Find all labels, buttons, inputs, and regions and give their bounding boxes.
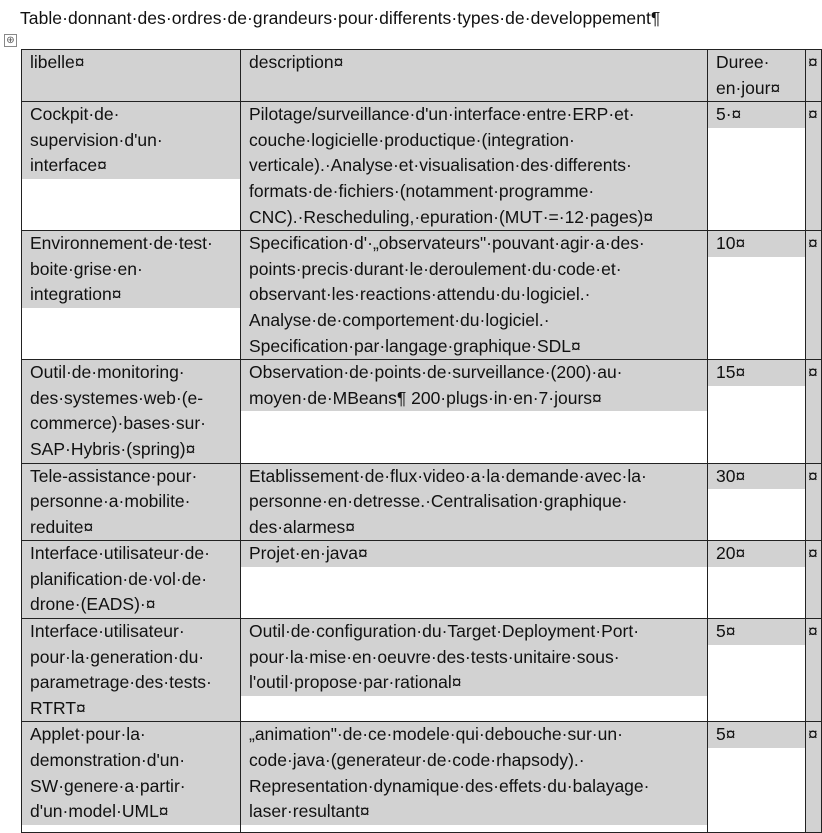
cell-duree[interactable]	[708, 231, 806, 360]
cell-description[interactable]	[241, 463, 708, 541]
cell-extra-text: ¤	[808, 543, 818, 564]
cell-duree[interactable]	[708, 102, 806, 231]
cell-description[interactable]	[241, 360, 708, 463]
header-description[interactable]	[241, 50, 708, 102]
cell-description-text: Pilotage/surveillance·d'un·interface·entre·ERP·et· couche·logicielle·productique·(integration· verticale).·Analyse·et·visualisation·des·differents· formats·de·fichiers·(notamment·programme· CNC).·Rescheduling,·epuration·(MUT·=·12·pages)¤	[241, 102, 707, 230]
cell-extra-text: ¤	[808, 104, 818, 125]
cell-libelle-text: Environnement·de·test· boite·grise·en· integration¤	[22, 231, 240, 308]
cell-extra-text: ¤	[808, 233, 818, 254]
cell-extra[interactable]	[806, 722, 822, 833]
header-extra-text: ¤	[808, 52, 818, 72]
cell-extra[interactable]	[806, 102, 822, 231]
cell-duree[interactable]	[708, 360, 806, 463]
cell-extra-text: ¤	[808, 362, 818, 383]
table-row	[22, 541, 822, 619]
cell-libelle[interactable]	[22, 360, 241, 463]
cell-libelle[interactable]	[22, 722, 241, 833]
cell-duree[interactable]	[708, 619, 806, 722]
cell-description-text: Projet·en·java¤	[241, 541, 707, 567]
header-extra[interactable]	[806, 50, 822, 102]
cell-libelle-text: Tele-assistance·pour· personne·a·mobilite· reduite¤	[22, 464, 240, 541]
header-description-text: description¤	[249, 52, 344, 72]
cell-description-text: Outil·de·configuration·du·Target·Deployment·Port· pour·la·mise·en·oeuvre·des·tests·unitaire·sous· l'outil·propose·par·rational¤	[241, 619, 707, 696]
cell-description-text: Etablissement·de·flux·video·a·la·demande·avec·la· personne·en·detresse.·Centralisation·graphique· des·alarmes¤	[241, 464, 707, 541]
table-row	[22, 231, 822, 360]
header-libelle[interactable]	[22, 50, 241, 102]
cell-libelle-text: Interface·utilisateur· pour·la·generation·du· parametrage·des·tests· RTRT¤	[22, 619, 240, 721]
cell-duree-text: 30¤	[708, 464, 805, 490]
cell-libelle[interactable]	[22, 619, 241, 722]
cell-extra[interactable]	[806, 231, 822, 360]
header-duree[interactable]	[708, 50, 806, 102]
cell-libelle[interactable]	[22, 102, 241, 231]
cell-description-text: Specification·d'·„observateurs"·pouvant·agir·a·des· points·precis·durant·le·deroulement·du·code·et· observant·les·reactions·attendu·du·logiciel.· Analyse·de·comportement·du·logiciel.· Specification·par·langage·graphique·SDL¤	[241, 231, 707, 359]
table-row	[22, 102, 822, 231]
table-row	[22, 463, 822, 541]
cell-extra[interactable]	[806, 619, 822, 722]
cell-duree[interactable]	[708, 541, 806, 619]
table-header-row	[22, 50, 822, 102]
cell-duree-text: 5¤	[708, 722, 805, 748]
cell-libelle[interactable]	[22, 463, 241, 541]
cell-libelle[interactable]	[22, 231, 241, 360]
cell-duree[interactable]	[708, 463, 806, 541]
cell-description[interactable]	[241, 722, 708, 833]
header-duree-text: Duree· en·jour¤	[716, 52, 781, 98]
cell-duree[interactable]	[708, 722, 806, 833]
cell-duree-text: 15¤	[708, 360, 805, 386]
cell-libelle-text: Applet·pour·la· demonstration·d'un· SW·genere·a·partir· d'un·model·UML¤	[22, 722, 240, 824]
table-row	[22, 619, 822, 722]
table-move-handle-icon[interactable]: ⊕	[4, 34, 17, 47]
cell-description-text: „animation"·de·ce·modele·qui·debouche·sur·un· code·java·(generateur·de·code·rhapsody).· Representation·dynamique·des·effets·du·balayage· laser·resultant¤	[241, 722, 707, 824]
cell-extra-text: ¤	[808, 724, 818, 745]
cell-libelle[interactable]	[22, 541, 241, 619]
cell-duree-text: 20¤	[708, 541, 805, 567]
cell-libelle-text: Cockpit·de· supervision·d'un· interface¤	[22, 102, 240, 179]
cell-extra-text: ¤	[808, 465, 818, 486]
cell-description[interactable]	[241, 541, 708, 619]
cell-duree-text: 5¤	[708, 619, 805, 645]
cell-duree-text: 5·¤	[708, 102, 805, 128]
cell-description[interactable]	[241, 231, 708, 360]
cell-extra[interactable]	[806, 463, 822, 541]
table-row	[22, 360, 822, 463]
cell-extra[interactable]	[806, 541, 822, 619]
development-estimates-table	[21, 49, 822, 833]
cell-duree-text: 10¤	[708, 231, 805, 257]
cell-extra-text: ¤	[808, 621, 818, 642]
cell-libelle-text: Outil·de·monitoring· des·systemes·web·(e- commerce)·bases·sur· SAP·Hybris·(spring)¤	[22, 360, 240, 462]
header-libelle-text: libelle¤	[30, 52, 85, 72]
table-row	[22, 722, 822, 833]
cell-extra[interactable]	[806, 360, 822, 463]
cell-libelle-text: Interface·utilisateur·de· planification·de·vol·de· drone·(EADS)·¤	[22, 541, 240, 618]
cell-description[interactable]	[241, 102, 708, 231]
page-title: Table·donnant·des·ordres·de·grandeurs·pour·differents·types·de·developpement¶	[20, 8, 661, 28]
cell-description[interactable]	[241, 619, 708, 722]
cell-description-text: Observation·de·points·de·surveillance·(200)·au· moyen·de·MBeans¶ 200·plugs·in·en·7·jours¤	[241, 360, 707, 411]
